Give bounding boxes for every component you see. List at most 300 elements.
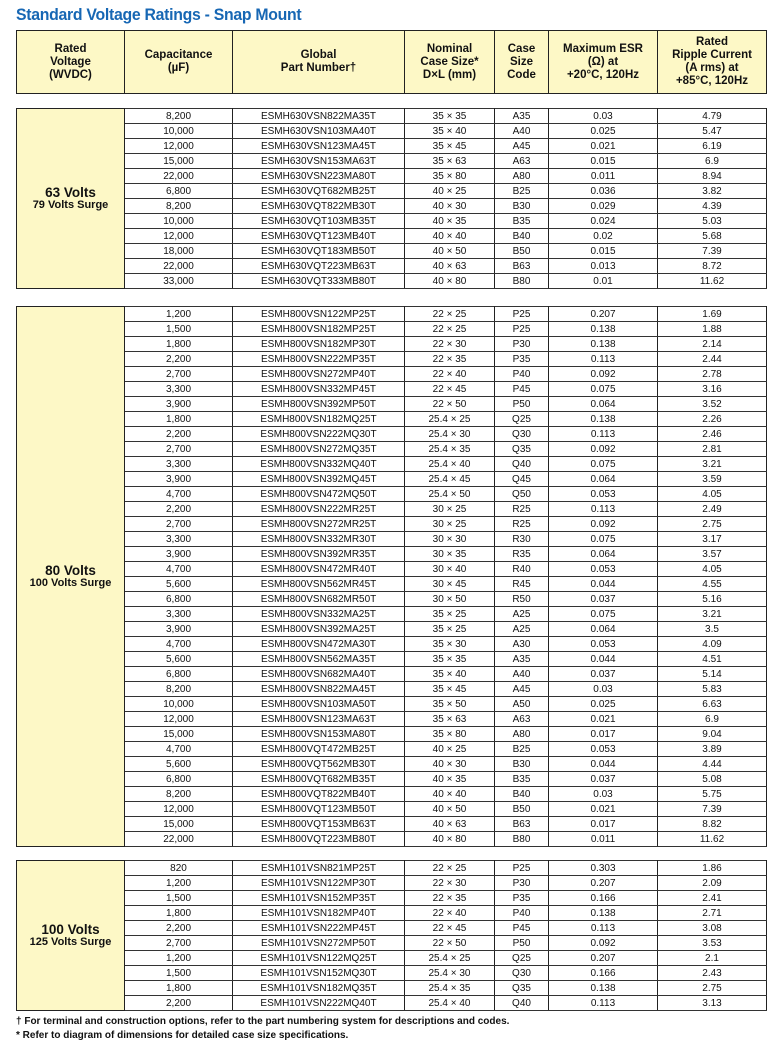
ripple-current-cell: 8.72 — [658, 259, 767, 274]
part-number-cell: ESMH800VSN182MP25T — [233, 322, 405, 337]
part-number-cell: ESMH630VQT103MB35T — [233, 214, 405, 229]
ripple-current-cell: 2.49 — [658, 502, 767, 517]
esr-cell: 0.037 — [549, 592, 658, 607]
case-code-cell: A63 — [495, 154, 549, 169]
table-row — [17, 951, 767, 966]
case-code-cell: P25 — [495, 307, 549, 322]
table-row — [17, 427, 767, 442]
esr-cell: 0.064 — [549, 622, 658, 637]
ripple-current-cell: 3.89 — [658, 742, 767, 757]
table-row — [17, 184, 767, 199]
part-number-cell: ESMH800VSN562MA35T — [233, 652, 405, 667]
case-code-cell: A80 — [495, 727, 549, 742]
capacitance-cell: 3,900 — [125, 547, 233, 562]
table-row — [17, 592, 767, 607]
case-size-cell: 40 × 40 — [405, 229, 495, 244]
table-row — [17, 124, 767, 139]
table-row — [17, 244, 767, 259]
case-size-cell: 35 × 45 — [405, 682, 495, 697]
case-size-cell: 40 × 25 — [405, 742, 495, 757]
esr-cell: 0.092 — [549, 442, 658, 457]
ripple-current-cell: 2.14 — [658, 337, 767, 352]
table-header — [16, 30, 767, 94]
table-row — [17, 832, 767, 847]
table-row — [17, 697, 767, 712]
case-size-cell: 25.4 × 45 — [405, 472, 495, 487]
case-code-cell: Q50 — [495, 487, 549, 502]
part-number-cell: ESMH800VSN562MR45T — [233, 577, 405, 592]
esr-cell: 0.044 — [549, 577, 658, 592]
capacitance-cell: 15,000 — [125, 817, 233, 832]
table-row — [17, 577, 767, 592]
esr-cell: 0.207 — [549, 876, 658, 891]
ripple-current-cell: 4.51 — [658, 652, 767, 667]
case-size-cell: 25.4 × 30 — [405, 966, 495, 981]
header-rated-voltage: Rated Voltage (WVDC) — [17, 31, 125, 94]
part-number-cell: ESMH800VSN222MR25T — [233, 502, 405, 517]
case-code-cell: Q45 — [495, 472, 549, 487]
table-row — [17, 472, 767, 487]
capacitance-cell: 2,200 — [125, 921, 233, 936]
case-size-cell: 22 × 30 — [405, 337, 495, 352]
table-row — [17, 861, 767, 876]
esr-cell: 0.113 — [549, 921, 658, 936]
case-size-cell: 35 × 35 — [405, 109, 495, 124]
ripple-current-cell: 5.14 — [658, 667, 767, 682]
capacitance-cell: 8,200 — [125, 109, 233, 124]
case-size-cell: 30 × 40 — [405, 562, 495, 577]
table-row — [17, 607, 767, 622]
case-code-cell: A45 — [495, 139, 549, 154]
table-row — [17, 742, 767, 757]
ripple-current-cell: 2.43 — [658, 966, 767, 981]
case-code-cell: A50 — [495, 697, 549, 712]
ripple-current-cell: 3.17 — [658, 532, 767, 547]
capacitance-cell: 4,700 — [125, 637, 233, 652]
capacitance-cell: 12,000 — [125, 802, 233, 817]
case-code-cell: P35 — [495, 352, 549, 367]
capacitance-cell: 1,500 — [125, 891, 233, 906]
esr-cell: 0.03 — [549, 682, 658, 697]
capacitance-cell: 15,000 — [125, 154, 233, 169]
table-row — [17, 352, 767, 367]
case-size-cell: 25.4 × 35 — [405, 442, 495, 457]
ripple-current-cell: 5.08 — [658, 772, 767, 787]
esr-cell: 0.017 — [549, 817, 658, 832]
table-row — [17, 996, 767, 1011]
capacitance-cell: 1,800 — [125, 981, 233, 996]
esr-cell: 0.064 — [549, 397, 658, 412]
ripple-current-cell: 4.05 — [658, 487, 767, 502]
table-row — [17, 139, 767, 154]
part-number-cell: ESMH800VSN272MP40T — [233, 367, 405, 382]
part-number-cell: ESMH800VQT562MB30T — [233, 757, 405, 772]
case-size-cell: 40 × 50 — [405, 244, 495, 259]
case-code-cell: P50 — [495, 397, 549, 412]
capacitance-cell: 8,200 — [125, 199, 233, 214]
ripple-current-cell: 7.39 — [658, 802, 767, 817]
case-size-cell: 25.4 × 25 — [405, 951, 495, 966]
table-row — [17, 981, 767, 996]
part-number-cell: ESMH101VSN122MP30T — [233, 876, 405, 891]
esr-cell: 0.017 — [549, 727, 658, 742]
table-row — [17, 307, 767, 322]
part-number-cell: ESMH630VQT123MB40T — [233, 229, 405, 244]
case-code-cell: B35 — [495, 214, 549, 229]
case-code-cell: B40 — [495, 229, 549, 244]
part-number-cell: ESMH630VQT333MB80T — [233, 274, 405, 289]
esr-cell: 0.075 — [549, 382, 658, 397]
case-size-cell: 40 × 63 — [405, 817, 495, 832]
table-row — [17, 772, 767, 787]
table-row — [17, 906, 767, 921]
table-row — [17, 787, 767, 802]
case-code-cell: B80 — [495, 832, 549, 847]
ripple-current-cell: 3.52 — [658, 397, 767, 412]
capacitance-cell: 3,900 — [125, 397, 233, 412]
case-code-cell: A40 — [495, 667, 549, 682]
esr-cell: 0.021 — [549, 712, 658, 727]
case-size-cell: 22 × 50 — [405, 397, 495, 412]
table-row — [17, 487, 767, 502]
ripple-current-cell: 11.62 — [658, 832, 767, 847]
ripple-current-cell: 7.39 — [658, 244, 767, 259]
capacitance-cell: 18,000 — [125, 244, 233, 259]
esr-cell: 0.03 — [549, 109, 658, 124]
esr-cell: 0.166 — [549, 966, 658, 981]
case-code-cell: A40 — [495, 124, 549, 139]
case-code-cell: P25 — [495, 322, 549, 337]
capacitance-cell: 1,800 — [125, 412, 233, 427]
ripple-current-cell: 3.82 — [658, 184, 767, 199]
table-row — [17, 442, 767, 457]
esr-cell: 0.011 — [549, 169, 658, 184]
capacitance-cell: 5,600 — [125, 577, 233, 592]
capacitance-cell: 15,000 — [125, 727, 233, 742]
part-number-cell: ESMH800VSN332MA25T — [233, 607, 405, 622]
ripple-current-cell: 1.86 — [658, 861, 767, 876]
part-number-cell: ESMH630VQT682MB25T — [233, 184, 405, 199]
case-size-cell: 35 × 63 — [405, 712, 495, 727]
esr-cell: 0.092 — [549, 936, 658, 951]
case-size-cell: 22 × 25 — [405, 307, 495, 322]
part-number-cell: ESMH101VSN122MQ25T — [233, 951, 405, 966]
table-row — [17, 891, 767, 906]
rated-voltage-cell — [17, 109, 125, 289]
table-row — [17, 547, 767, 562]
case-size-cell: 22 × 25 — [405, 322, 495, 337]
table-row — [17, 367, 767, 382]
case-code-cell: A63 — [495, 712, 549, 727]
voltage-label: 63 Volts — [45, 184, 96, 200]
part-number-cell: ESMH800VSN392MR35T — [233, 547, 405, 562]
part-number-cell: ESMH800VSN332MQ40T — [233, 457, 405, 472]
case-code-cell: P40 — [495, 367, 549, 382]
part-number-cell: ESMH800VSN392MA25T — [233, 622, 405, 637]
part-number-cell: ESMH800VSN472MQ50T — [233, 487, 405, 502]
capacitance-cell: 3,300 — [125, 457, 233, 472]
ripple-current-cell: 2.41 — [658, 891, 767, 906]
case-size-cell: 35 × 25 — [405, 607, 495, 622]
capacitance-cell: 1,500 — [125, 966, 233, 981]
case-size-cell: 40 × 35 — [405, 214, 495, 229]
part-number-cell: ESMH800VSN682MR50T — [233, 592, 405, 607]
esr-cell: 0.113 — [549, 502, 658, 517]
case-size-cell: 22 × 45 — [405, 921, 495, 936]
part-number-cell: ESMH101VSN152MP35T — [233, 891, 405, 906]
esr-cell: 0.024 — [549, 214, 658, 229]
case-size-cell: 35 × 50 — [405, 697, 495, 712]
capacitance-cell: 2,200 — [125, 502, 233, 517]
capacitance-cell: 2,200 — [125, 996, 233, 1011]
table-row — [17, 921, 767, 936]
ripple-current-cell: 5.83 — [658, 682, 767, 697]
capacitance-cell: 4,700 — [125, 487, 233, 502]
case-code-cell: Q40 — [495, 996, 549, 1011]
part-number-cell: ESMH630VQT822MB30T — [233, 199, 405, 214]
table-row — [17, 802, 767, 817]
page-title: Standard Voltage Ratings - Snap Mount — [16, 5, 302, 24]
case-code-cell: P30 — [495, 337, 549, 352]
case-code-cell: A80 — [495, 169, 549, 184]
part-number-cell: ESMH630VSN103MA40T — [233, 124, 405, 139]
table-row — [17, 502, 767, 517]
ripple-current-cell: 2.75 — [658, 517, 767, 532]
capacitance-cell: 2,700 — [125, 367, 233, 382]
capacitance-cell: 22,000 — [125, 169, 233, 184]
case-code-cell: P25 — [495, 861, 549, 876]
case-size-cell: 30 × 50 — [405, 592, 495, 607]
ripple-current-cell: 8.82 — [658, 817, 767, 832]
ripple-current-cell: 5.68 — [658, 229, 767, 244]
capacitance-cell: 12,000 — [125, 712, 233, 727]
ripple-current-cell: 4.79 — [658, 109, 767, 124]
part-number-cell: ESMH800VSN222MQ30T — [233, 427, 405, 442]
case-size-cell: 22 × 40 — [405, 367, 495, 382]
capacitance-cell: 820 — [125, 861, 233, 876]
esr-cell: 0.01 — [549, 274, 658, 289]
part-number-cell: ESMH800VSN103MA50T — [233, 697, 405, 712]
case-code-cell: R35 — [495, 547, 549, 562]
part-number-cell: ESMH800VSN392MQ45T — [233, 472, 405, 487]
part-number-cell: ESMH101VSN152MQ30T — [233, 966, 405, 981]
capacitance-cell: 6,800 — [125, 772, 233, 787]
capacitance-cell: 10,000 — [125, 214, 233, 229]
ripple-current-cell: 5.75 — [658, 787, 767, 802]
part-number-cell: ESMH800VSN682MA40T — [233, 667, 405, 682]
capacitance-cell: 6,800 — [125, 184, 233, 199]
case-code-cell: B25 — [495, 742, 549, 757]
esr-cell: 0.092 — [549, 367, 658, 382]
case-code-cell: B30 — [495, 757, 549, 772]
esr-cell: 0.138 — [549, 412, 658, 427]
table-row — [17, 817, 767, 832]
ripple-current-cell: 2.09 — [658, 876, 767, 891]
case-code-cell: Q30 — [495, 966, 549, 981]
capacitance-cell: 22,000 — [125, 832, 233, 847]
capacitance-cell: 22,000 — [125, 259, 233, 274]
table-row — [17, 652, 767, 667]
capacitance-cell: 1,800 — [125, 337, 233, 352]
case-code-cell: B35 — [495, 772, 549, 787]
esr-cell: 0.053 — [549, 742, 658, 757]
capacitance-cell: 3,900 — [125, 472, 233, 487]
capacitance-cell: 3,300 — [125, 532, 233, 547]
case-code-cell: A45 — [495, 682, 549, 697]
case-size-cell: 35 × 40 — [405, 124, 495, 139]
table-row — [17, 412, 767, 427]
ripple-current-cell: 6.9 — [658, 154, 767, 169]
case-code-cell: R40 — [495, 562, 549, 577]
voltage-label: 80 Volts — [45, 562, 96, 578]
voltage-label: 100 Volts — [41, 921, 100, 937]
ripple-current-cell: 2.26 — [658, 412, 767, 427]
case-code-cell: P45 — [495, 382, 549, 397]
capacitance-cell: 2,700 — [125, 517, 233, 532]
part-number-cell: ESMH630VSN822MA35T — [233, 109, 405, 124]
capacitance-cell: 6,800 — [125, 592, 233, 607]
esr-cell: 0.303 — [549, 861, 658, 876]
ripple-current-cell: 11.62 — [658, 274, 767, 289]
capacitance-cell: 1,200 — [125, 951, 233, 966]
part-number-cell: ESMH630VSN123MA45T — [233, 139, 405, 154]
ripple-current-cell: 3.13 — [658, 996, 767, 1011]
ripple-current-cell: 3.16 — [658, 382, 767, 397]
part-number-cell: ESMH101VSN222MP45T — [233, 921, 405, 936]
part-number-cell: ESMH800VSN332MR30T — [233, 532, 405, 547]
case-code-cell: Q35 — [495, 442, 549, 457]
footnote-part-number: † For terminal and construction options, refer to the part numbering system for descriptions and codes. — [16, 1016, 510, 1027]
case-code-cell: B30 — [495, 199, 549, 214]
case-code-cell: B63 — [495, 259, 549, 274]
case-size-cell: 22 × 40 — [405, 906, 495, 921]
table-row — [17, 532, 767, 547]
esr-cell: 0.036 — [549, 184, 658, 199]
case-size-cell: 40 × 63 — [405, 259, 495, 274]
esr-cell: 0.02 — [549, 229, 658, 244]
capacitance-cell: 6,800 — [125, 667, 233, 682]
table-row — [17, 199, 767, 214]
case-code-cell: R50 — [495, 592, 549, 607]
part-number-cell: ESMH630VSN223MA80T — [233, 169, 405, 184]
esr-cell: 0.029 — [549, 199, 658, 214]
case-size-cell: 40 × 30 — [405, 757, 495, 772]
case-size-cell: 30 × 35 — [405, 547, 495, 562]
case-size-cell: 22 × 50 — [405, 936, 495, 951]
case-size-cell: 30 × 45 — [405, 577, 495, 592]
case-code-cell: P40 — [495, 906, 549, 921]
esr-cell: 0.025 — [549, 697, 658, 712]
capacitance-cell: 4,700 — [125, 742, 233, 757]
surge-label: 100 Volts Surge — [29, 576, 112, 589]
case-code-cell: B50 — [495, 244, 549, 259]
esr-cell: 0.053 — [549, 637, 658, 652]
part-number-cell: ESMH101VSN222MQ40T — [233, 996, 405, 1011]
part-number-cell: ESMH800VSN153MA80T — [233, 727, 405, 742]
ripple-current-cell: 2.71 — [658, 906, 767, 921]
part-number-cell: ESMH101VSN182MP40T — [233, 906, 405, 921]
esr-cell: 0.025 — [549, 124, 658, 139]
ripple-current-cell: 4.05 — [658, 562, 767, 577]
capacitance-cell: 12,000 — [125, 229, 233, 244]
rated-voltage-cell — [17, 307, 125, 847]
case-code-cell: A25 — [495, 607, 549, 622]
case-code-cell: R25 — [495, 502, 549, 517]
capacitance-cell: 3,300 — [125, 607, 233, 622]
case-code-cell: P30 — [495, 876, 549, 891]
capacitance-cell: 8,200 — [125, 787, 233, 802]
case-size-cell: 40 × 50 — [405, 802, 495, 817]
table-row — [17, 337, 767, 352]
table-row — [17, 517, 767, 532]
case-code-cell: Q40 — [495, 457, 549, 472]
ripple-current-cell: 3.57 — [658, 547, 767, 562]
part-number-cell: ESMH800VSN472MA30T — [233, 637, 405, 652]
voltage-group-table — [16, 860, 767, 1011]
part-number-cell: ESMH800VQT472MB25T — [233, 742, 405, 757]
part-number-cell: ESMH800VSN182MQ25T — [233, 412, 405, 427]
esr-cell: 0.064 — [549, 472, 658, 487]
esr-cell: 0.138 — [549, 322, 658, 337]
case-size-cell: 35 × 35 — [405, 652, 495, 667]
case-code-cell: A25 — [495, 622, 549, 637]
esr-cell: 0.113 — [549, 427, 658, 442]
ripple-current-cell: 1.88 — [658, 322, 767, 337]
capacitance-cell: 3,300 — [125, 382, 233, 397]
table-row — [17, 562, 767, 577]
ripple-current-cell: 3.59 — [658, 472, 767, 487]
capacitance-cell: 3,900 — [125, 622, 233, 637]
esr-cell: 0.053 — [549, 562, 658, 577]
table-row — [17, 169, 767, 184]
table-row — [17, 382, 767, 397]
voltage-group-table — [16, 108, 767, 289]
case-code-cell: A30 — [495, 637, 549, 652]
table-row — [17, 397, 767, 412]
ripple-current-cell: 2.1 — [658, 951, 767, 966]
esr-cell: 0.113 — [549, 352, 658, 367]
surge-label: 125 Volts Surge — [29, 935, 112, 948]
case-size-cell: 25.4 × 50 — [405, 487, 495, 502]
case-size-cell: 40 × 35 — [405, 772, 495, 787]
header-part-number: Global Part Number† — [233, 31, 405, 94]
capacitance-cell: 10,000 — [125, 124, 233, 139]
esr-cell: 0.075 — [549, 607, 658, 622]
esr-cell: 0.015 — [549, 244, 658, 259]
capacitance-cell: 4,700 — [125, 562, 233, 577]
case-code-cell: Q30 — [495, 427, 549, 442]
footnote-case-size: * Refer to diagram of dimensions for detailed case size specifications. — [16, 1030, 349, 1041]
case-code-cell: P35 — [495, 891, 549, 906]
header-capacitance: Capacitance (µF) — [125, 31, 233, 94]
part-number-cell: ESMH800VQT822MB40T — [233, 787, 405, 802]
table-row — [17, 682, 767, 697]
capacitance-cell: 2,700 — [125, 442, 233, 457]
esr-cell: 0.138 — [549, 337, 658, 352]
ripple-current-cell: 2.75 — [658, 981, 767, 996]
esr-cell: 0.053 — [549, 487, 658, 502]
case-size-cell: 25.4 × 30 — [405, 427, 495, 442]
ripple-current-cell: 4.09 — [658, 637, 767, 652]
esr-cell: 0.044 — [549, 652, 658, 667]
part-number-cell: ESMH800VSN822MA45T — [233, 682, 405, 697]
case-code-cell: Q25 — [495, 951, 549, 966]
ripple-current-cell: 3.08 — [658, 921, 767, 936]
part-number-cell: ESMH800VSN272MR25T — [233, 517, 405, 532]
ripple-current-cell: 4.44 — [658, 757, 767, 772]
case-code-cell: R30 — [495, 532, 549, 547]
table-row — [17, 966, 767, 981]
